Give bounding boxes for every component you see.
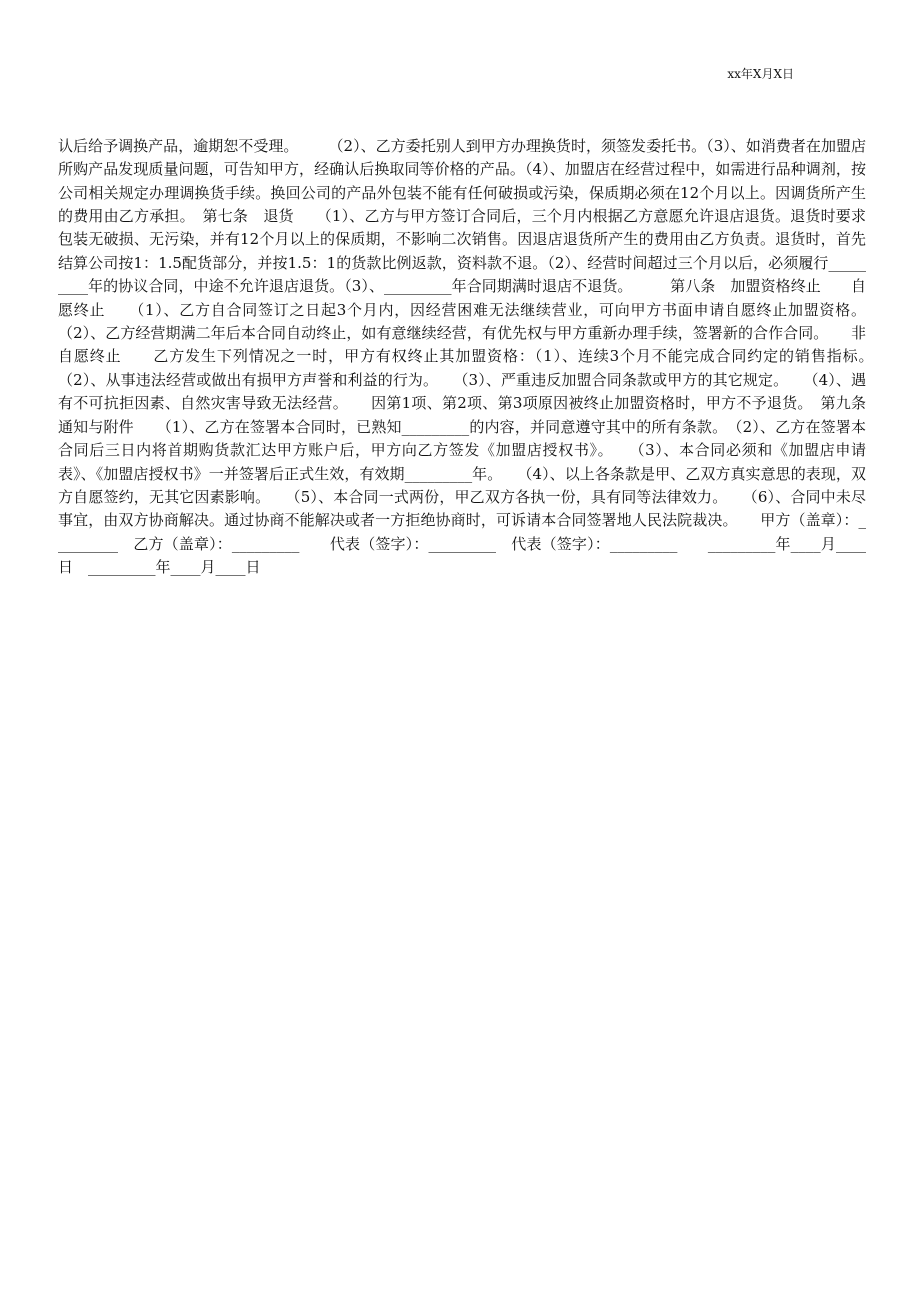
contract-text: 认后给予调换产品，逾期恕不受理。 （2）、乙方委托别人到甲方办理换货时，须签发委托书。（3）、如消费者在加盟店所购产品发现质量问题，可告知甲方，经确认后换取同等价格的产品。（4）、加盟店在经营过程中，如需进行品种调剂，按公司相关规定办理调换货手续。换回公司的产品外包装不能有任何破损或污染，保质期必须在12个月以上。因调货所产生的费用由乙方承担。 第七条 退货 （1）、乙方与甲方签订合同后，三个月内根据乙方意愿允许退店退货。退货时要求包装无破损、无污染，并有12个月以上的保质期，不影响二次销售。因退店退货所产生的费用由乙方负责。退货时，首先结算公司按1：1.5配货部分，并按1.5：1的货款比例返款，资料款不退。（2）、经营时间超过三个月以后，必须履行_________年的协议合同，中途不允许退店退货。（3）、_________年合同期满时退店不退货。 第八条 加盟资格终止 自愿终止 （1）、乙方自合同签订之日起3个月内，因经营困难无法继续营业，可向甲方书面申请自愿终止加盟资格。（2）、乙方经营期满二年后本合同自动终止，如有意继续经营，有优先权与甲方重新办理手续，签署新的合作合同。 非自愿终止 乙方发生下列情况之一时，甲方有权终止其加盟资格：（1）、连续3个月不能完成合同约定的销售指标。 （2）、从事违法经营或做出有损甲方声誉和利益的行为。 （3）、严重违反加盟合同条款或甲方的其它规定。 （4）、遇有不可抗拒因素、自然灾害导致无法经营。 因第1项、第2项、第3项原因被终止加盟资格时，甲方不予退货。 第九条 通知与附件 （1）、乙方在签署本合同时，已熟知_________的内容，并同意遵守其中的所有条款。 （2）、乙方在签署本合同后三日内将首期购货款汇达甲方账户后，甲方向乙方签发《加盟店授权书》。 （3）、本合同必须和《加盟店申请表》、《加盟店授权书》一并签署后正式生效，有效期_________年。 （4）、以上各条款是甲、乙双方真实意思的表现，双方自愿签约，无其它因素影响。 （5）、本合同一式两份，甲乙双方各执一份，具有同等法律效力。 （6）、合同中未尽事宜，由双方协商解决。通过协商不能解决或者一方拒绝协商时，可诉请本合同签署地人民法院裁决。 甲方（盖章）：_________ 乙方（盖章）：_________ 代表（签字）：_________ 代表（签字）：_________ _________年____月____日 _________年____月____日 (58, 136, 912, 577)
contract-body (58, 88, 912, 603)
document-date: xx年X月X日 (727, 67, 794, 81)
